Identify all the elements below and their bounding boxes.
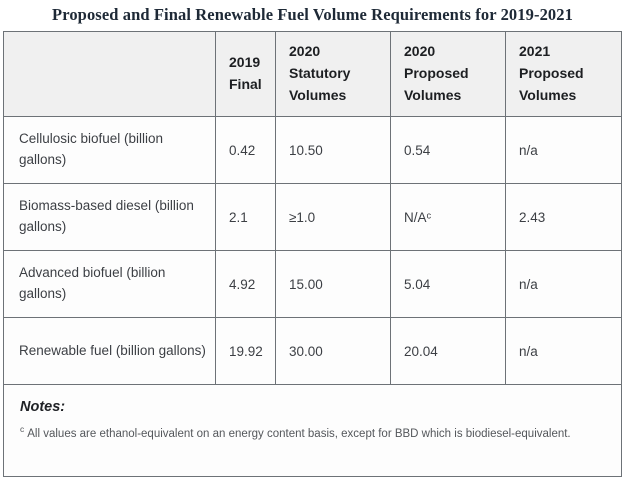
column-header: 2020 Proposed Volumes [391,32,506,117]
row-label: Cellulosic biofuel (billion gallons) [4,117,216,184]
table-row [4,251,622,318]
value-cell: 15.00 [276,251,391,318]
table-row [4,184,622,251]
row-label: Biomass-based diesel (billion gallons) [4,184,216,251]
corner-cell [4,32,216,117]
row-label: Renewable fuel (billion gallons) [4,318,216,385]
value-cell: 10.50 [276,117,391,184]
footnote-text: All values are ethanol-equivalent on an energy content basis, except for BBD which is biodiesel-equivalent. [27,427,571,440]
value-cell: ≥1.0 [276,184,391,251]
value-cell: 19.92 [216,318,276,385]
table-row [4,117,622,184]
value-cell: n/a [506,251,622,318]
table-row [4,318,622,385]
value-cell: 0.54 [391,117,506,184]
value-cell: 0.42 [216,117,276,184]
column-header: 2020 Statutory Volumes [276,32,391,117]
column-header: 2021 Proposed Volumes [506,32,622,117]
column-header: 2019 Final [216,32,276,117]
value-cell: 5.04 [391,251,506,318]
value-cell: n/a [506,117,622,184]
row-label: Advanced biofuel (billion gallons) [4,251,216,318]
value-cell: 4.92 [216,251,276,318]
value-cell: 20.04 [391,318,506,385]
value-cell: 2.43 [506,184,622,251]
notes-label: Notes: [20,399,66,415]
header-row [4,32,622,117]
fuel-volume-table [3,31,622,477]
page-title: Proposed and Final Renewable Fuel Volume Requirements for 2019-2021 [52,5,573,24]
footnote [20,424,605,442]
footnote-marker: c [20,424,25,434]
notes-row [4,385,622,477]
value-cell: N/Aᶜ [391,184,506,251]
value-cell: 30.00 [276,318,391,385]
table-body [4,117,622,385]
notes-section [4,385,622,477]
value-cell: 2.1 [216,184,276,251]
value-cell: n/a [506,318,622,385]
